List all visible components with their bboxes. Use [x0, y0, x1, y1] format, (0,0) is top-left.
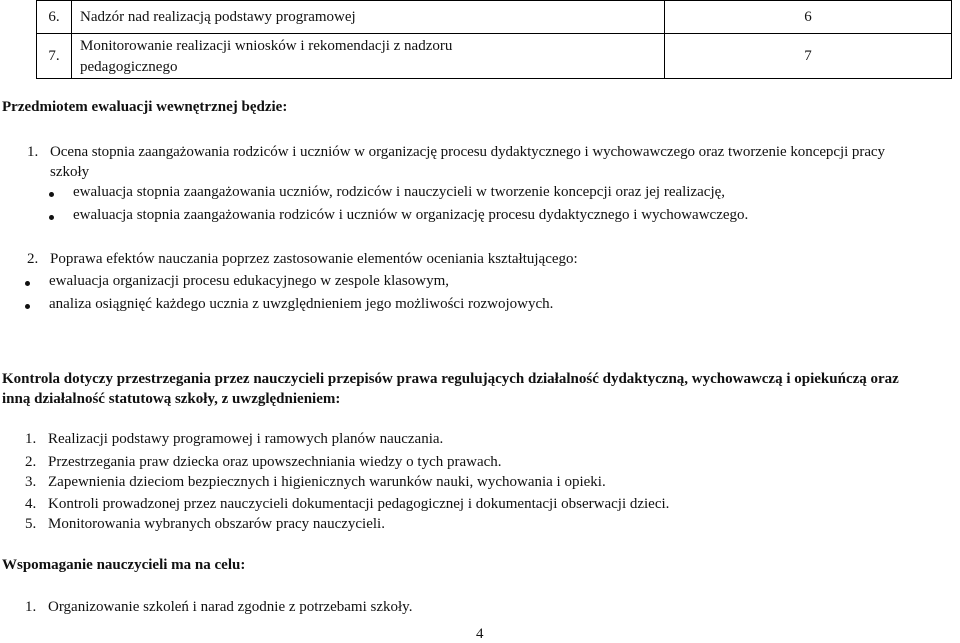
item-number: 3.	[25, 474, 37, 490]
section-heading: inną działalność statutową szkoły, z uwzględnieniem:	[2, 391, 341, 407]
section-heading: Kontrola dotyczy przestrzegania przez nauczycieli przepisów prawa regulujących działalność dydaktyczną, wychowawczą i opiekuńczą oraz	[2, 371, 899, 387]
item-number: 1.	[25, 599, 37, 615]
bullet-icon	[49, 192, 54, 197]
item-text: szkoły	[50, 164, 90, 180]
page-number: 4	[476, 626, 484, 642]
list-item: Przestrzegania praw dziecka oraz upowszechniania wiedzy o tych prawach.	[48, 454, 502, 470]
list-item: analiza osiągnięć każdego ucznia z uwzględnieniem jego możliwości rozwojowych.	[49, 296, 554, 312]
row-text	[72, 34, 665, 79]
item-number: 2.	[25, 454, 37, 470]
row-number: 6.	[37, 1, 72, 34]
list-item: ewaluacja stopnia zaangażowania uczniów, rodziców i nauczycieli w tworzenie koncepcji oraz jej realizację,	[73, 184, 726, 200]
list-item: Organizowanie szkoleń i narad zgodnie z potrzebami szkoły.	[48, 599, 413, 615]
item-number: 1.	[27, 144, 39, 160]
list-item: Monitorowania wybranych obszarów pracy nauczycieli.	[48, 516, 385, 532]
item-text: Poprawa efektów nauczania poprzez zastosowanie elementów oceniania kształtującego:	[50, 251, 578, 267]
bullet-icon	[25, 304, 30, 309]
row-text: Nadzór nad realizacją podstawy programowej	[72, 1, 665, 34]
contents-table	[36, 0, 952, 79]
list-item: ewaluacja stopnia zaangażowania rodziców i uczniów w organizację procesu dydaktycznego i wychowawczego.	[73, 207, 749, 223]
item-number: 4.	[25, 496, 37, 512]
item-number: 2.	[27, 251, 39, 267]
row-page: 7	[665, 34, 952, 79]
item-number: 1.	[25, 431, 37, 447]
list-item: ewaluacja organizacji procesu edukacyjnego w zespole klasowym,	[49, 273, 449, 289]
section-heading: Wspomaganie nauczycieli ma na celu:	[2, 557, 246, 573]
table-row	[37, 1, 952, 34]
bullet-icon	[25, 281, 30, 286]
section-heading: Przedmiotem ewaluacji wewnętrznej będzie:	[2, 99, 288, 115]
row-page: 6	[665, 1, 952, 34]
list-item: Zapewnienia dzieciom bezpiecznych i higienicznych warunków nauki, wychowania i opieki.	[48, 474, 606, 490]
row-text-line: Monitorowanie realizacji wniosków i rekomendacji z nadzoru	[80, 37, 453, 54]
table-row	[37, 34, 952, 79]
list-item: Realizacji podstawy programowej i ramowych planów nauczania.	[48, 431, 444, 447]
row-number: 7.	[37, 34, 72, 79]
list-item: Kontroli prowadzonej przez nauczycieli dokumentacji pedagogicznej i dokumentacji obserwacji dzieci.	[48, 496, 670, 512]
item-text: Ocena stopnia zaangażowania rodziców i uczniów w organizację procesu dydaktycznego i wychowawczego oraz tworzenie koncepcji pracy	[50, 144, 885, 160]
bullet-icon	[49, 215, 54, 220]
row-text-line: pedagogicznego	[80, 58, 178, 75]
item-number: 5.	[25, 516, 37, 532]
